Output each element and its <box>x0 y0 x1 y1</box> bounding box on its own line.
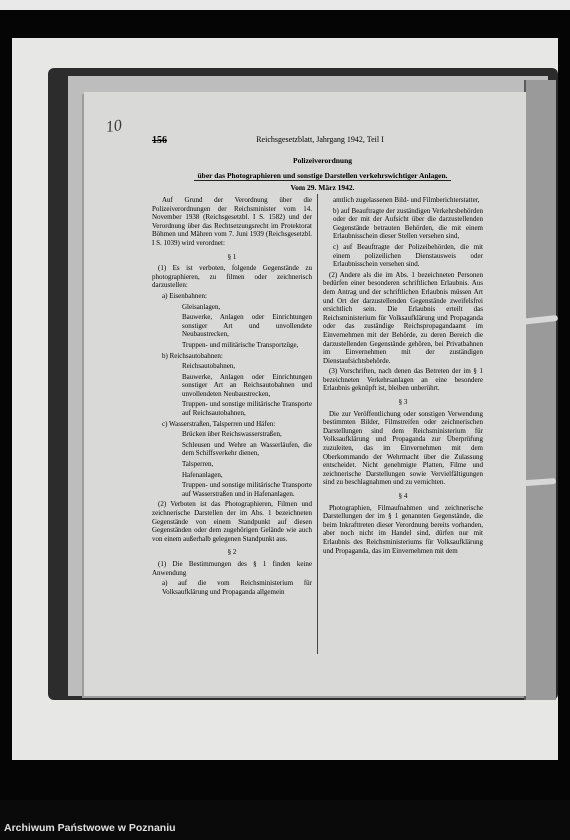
list-item: Hafenanlagen, <box>182 470 223 479</box>
paragraph: (1) Die Bestimmungen des § 1 finden keine Anwendung <box>152 559 312 577</box>
list-item: b) auf Beauftragte der zuständigen Verkehrsbehörden oder der mit der Aufsicht über die darzustellenden Gegenstände betrauten Behörden, die mit einem Erlaubnisschein dieser Stellen versehen sind, <box>333 206 483 241</box>
list-item: Reichsautobahnen, <box>182 362 236 371</box>
list-item: c) auf Beauftragte der Polizeibehörden, die mit einem polizeilichen Dienstausweis oder Erlaubnisschein versehen sind. <box>333 242 483 269</box>
paragraph: (1) Es ist verboten, folgende Gegenstände zu photographieren, zu filmen oder zeichnerisch darzustellen: <box>152 264 312 290</box>
right-column <box>323 196 483 557</box>
list-item: Bauwerke, Anlagen oder Einrichtungen sonstiger Art an Reichsautobahnen und unvollendeten Neubaustrecken, <box>182 372 312 398</box>
paragraph: (2) Verboten ist das Photographieren, Filmen und zeichnerische Darstellen der im Abs. 1 bezeichneten Gegenstände von einem Standpunkt auf diesen Gegenständen oder dem zugehörigen Gelände wie auch von einem außerhalb gelegenen Standpunkt aus. <box>152 500 312 543</box>
list-item: Talsperren, <box>182 460 214 469</box>
handwritten-note: 10 <box>104 116 124 137</box>
list-item: Truppen- und militärische Transportzüge, <box>182 340 299 349</box>
list-item: Truppen- und sonstige militärische Transporte auf Reichsautobahnen, <box>182 400 312 418</box>
list-label: a) Eisenbahnen: <box>162 291 207 300</box>
section-heading: § 1 <box>227 252 237 261</box>
list-item: Schleusen und Wehre an Wasserläufen, die dem Schiffsverkehr dienen, <box>182 440 312 458</box>
list-item: Truppen- und sonstige militärische Transporte auf Wasserstraßen und in Hafenanlagen. <box>182 481 312 498</box>
left-column <box>152 196 312 598</box>
document-subtitle: über das Photographieren und sonstige Darstellen verkehrswichtiger Anlagen. <box>194 171 450 181</box>
top-strip <box>0 0 570 10</box>
paragraph: Photographien, Filmaufnahmen und zeichnerische Darstellungen der im § 1 genannten Gegenstände, die beim Inkrafttreten dieser Verordnung bereits vorhanden, aber noch nicht im Handel sind, dürfen nur mit Erlaubnis des Reichsministeriums für Volksaufklärung und Propaganda, das im Einvernehmen mit dem <box>323 503 483 555</box>
title-block <box>190 156 455 193</box>
archive-label: Archiwum Państwowe w Poznaniu <box>4 822 176 834</box>
column-divider <box>317 194 318 654</box>
list-item: Brücken über Reichswasserstraßen, <box>182 430 282 439</box>
paragraph: amtlich zugelassenen Bild- und Filmberichterstatter, <box>333 196 480 204</box>
paragraph: (2) Andere als die im Abs. 1 bezeichneten Personen bedürfen einer besonderen schriftlichen Erlaubnis. Aus dem Antrag und der schriftlichen Erlaubnis müssen Art und Ort der darzustellenden Gegenstände zweifelsfrei ersichtlich sein. Die Erlaubnis erteilt das Reichsministerium für Volksaufklärung und Propaganda oder das zuständige Reichspropagandaamt im Einvernehmen mit der Behörde, zu deren Bereich die darzustellenden Gegenstände gehören, bei Privatbahnen im Einvernehmen mit der zuständigen Dienstaufsichtsbehörde. <box>323 270 483 365</box>
section-heading: § 2 <box>227 548 237 557</box>
document-title: Polizeiverordnung <box>292 156 353 165</box>
running-header: Reichsgesetzblatt, Jahrgang 1942, Teil I <box>256 135 384 144</box>
stacked-pages-right <box>524 80 556 700</box>
page-number: 156 <box>152 135 167 146</box>
document-date: Vom 29. März 1942. <box>290 183 355 192</box>
list-label: b) Reichsautobahnen: <box>162 351 223 360</box>
paragraph: (3) Vorschriften, nach denen das Betreten der im § 1 bezeichneten Verkehrsanlagen an eine besondere Erlaubnis geknüpft ist, bleiben unberührt. <box>323 367 483 393</box>
list-item: a) auf die vom Reichsministerium für Volksaufklärung und Propaganda allgemein <box>162 579 312 596</box>
list-item: Bauwerke, Anlagen oder Einrichtungen sonstiger Art und unvollendete Neubaustrecken, <box>182 313 312 339</box>
section-heading: § 4 <box>398 492 408 500</box>
list-item: Gleisanlagen, <box>182 302 221 311</box>
footer-bar <box>0 800 570 840</box>
paragraph: Die zur Veröffentlichung oder sonstigen Verwendung bestimmten Bilder, Filmstreifen oder zeichnerischen Darstellungen sind dem Reichsministerium für Volksaufklärung und Propaganda zur Überprüfung zuzuleiten, das im Einvernehmen mit dem Oberkommando der Wehrmacht über die Zulassung entscheidet. Nicht genehmigte Platten, Filme und zeichnerische Darstellungen sowie Vervielfältigungen sind zu beschlagnahmen und zu vernichten. <box>323 409 483 487</box>
list-label: c) Wasserstraßen, Talsperren und Häfen: <box>162 419 276 428</box>
preamble: Auf Grund der Verordnung über die Polizeiverordnungen der Reichsminister vom 14. November 1938 (Reichsgesetzbl. I S. 1582) und der Verordnung über das Rechtsetzungsrecht im Protektorat Böhmen und Mähren vom 7. Juni 1939 (Reichsgesetzbl. I S. 1039) wird verordnet: <box>152 196 312 247</box>
section-heading: § 3 <box>398 398 408 407</box>
